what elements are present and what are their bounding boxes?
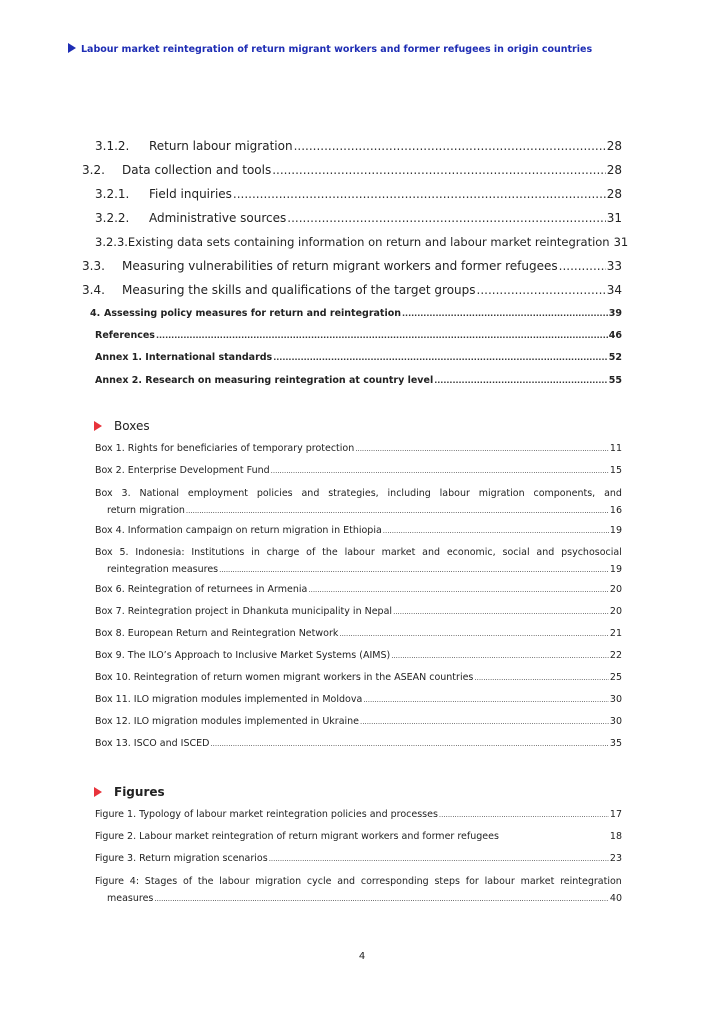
- boxes-heading-label: Boxes: [114, 419, 150, 433]
- item-title: Box 13. ISCO and ISCED: [95, 738, 210, 749]
- toc-entry[interactable]: [95, 139, 622, 153]
- leader-dots: [272, 163, 605, 177]
- toc-title: Administrative sources: [149, 211, 287, 225]
- leader-dots: [393, 606, 609, 617]
- item-title-line1: Figure 4: Stages of the labour migration cycle and corresponding steps for labour market reintegration: [95, 876, 622, 887]
- toc-page: 28: [606, 139, 622, 153]
- item-page: 35: [609, 738, 622, 749]
- item-title: Figure 1. Typology of labour market reintegration policies and processes: [95, 809, 438, 820]
- leader-dots: [434, 375, 608, 386]
- item-title-line2: reintegration measures: [107, 564, 219, 575]
- toc-number: 3.2.1.: [95, 187, 130, 201]
- leader-dots: [233, 187, 606, 201]
- leader-dots: [402, 308, 608, 319]
- leader-dots: [391, 650, 609, 661]
- leader-dots: [219, 561, 609, 579]
- list-item[interactable]: [95, 485, 622, 520]
- running-header: [68, 43, 592, 55]
- toc-entry[interactable]: [82, 283, 622, 297]
- leader-dots: [477, 283, 606, 297]
- toc-page: 55: [608, 375, 622, 386]
- item-title: Box 12. ILO migration modules implemented in Ukraine: [95, 716, 360, 727]
- item-title: Box 2. Enterprise Development Fund: [95, 465, 270, 476]
- item-page: 22: [609, 650, 622, 661]
- leader-dots: [156, 330, 608, 341]
- item-page: 21: [609, 628, 622, 639]
- toc-entry[interactable]: [95, 211, 622, 225]
- toc-entry[interactable]: [95, 187, 622, 201]
- leader-dots: [186, 502, 609, 520]
- list-item[interactable]: [95, 831, 622, 842]
- figures-heading: [94, 785, 165, 799]
- list-item[interactable]: [95, 525, 622, 536]
- leader-dots: [474, 672, 609, 683]
- list-item[interactable]: [95, 650, 622, 661]
- leader-dots: [308, 584, 609, 595]
- item-page: 15: [609, 465, 622, 476]
- toc-page: 39: [608, 308, 622, 319]
- item-title: Box 7. Reintegration project in Dhankuta municipality in Nepal: [95, 606, 393, 617]
- item-title: Box 11. ILO migration modules implemented in Moldova: [95, 694, 363, 705]
- toc-number: 4.: [90, 308, 101, 319]
- item-title-line2: measures: [107, 893, 154, 904]
- leader-dots: [294, 139, 606, 153]
- toc-entry[interactable]: [95, 330, 622, 341]
- toc-title: Annex 1. International standards: [95, 352, 273, 363]
- toc-title: Data collection and tools: [122, 163, 272, 177]
- leader-dots: [559, 259, 606, 273]
- item-page: 16: [609, 505, 622, 516]
- leader-dots: [273, 352, 608, 363]
- list-item[interactable]: [95, 465, 622, 476]
- list-item[interactable]: [95, 716, 622, 727]
- toc-entry[interactable]: [95, 375, 622, 386]
- triangle-bullet-icon: [94, 787, 102, 797]
- item-title: Box 6. Reintegration of returnees in Armenia: [95, 584, 308, 595]
- toc-number: 3.3.: [82, 259, 105, 273]
- item-page: 30: [609, 694, 622, 705]
- toc-title: Measuring vulnerabilities of return migrant workers and former refugees: [122, 259, 558, 273]
- toc-page: 46: [608, 330, 622, 341]
- toc-title: Existing data sets containing information on return and labour market reintegration: [127, 235, 610, 249]
- item-page: 23: [609, 853, 622, 864]
- item-page: 30: [609, 716, 622, 727]
- list-item[interactable]: [95, 873, 622, 908]
- list-item[interactable]: [95, 853, 622, 864]
- item-title: Box 10. Reintegration of return women migrant workers in the ASEAN countries: [95, 672, 474, 683]
- triangle-bullet-icon: [68, 43, 76, 53]
- toc-page: 52: [608, 352, 622, 363]
- item-title: Box 9. The ILO’s Approach to Inclusive Market Systems (AIMS): [95, 650, 391, 661]
- toc-number: 3.1.2.: [95, 139, 130, 153]
- item-page: 20: [609, 606, 622, 617]
- toc-title: Return labour migration: [149, 139, 293, 153]
- item-title: Figure 3. Return migration scenarios: [95, 853, 268, 864]
- toc-title: Assessing policy measures for return and reintegration: [104, 308, 402, 319]
- header-title: Labour market reintegration of return migrant workers and former refugees in origin countries: [81, 44, 593, 55]
- item-title: Figure 2. Labour market reintegration of return migrant workers and former refugees: [95, 831, 499, 842]
- leader-dots: [210, 738, 608, 749]
- item-title: Box 4. Information campaign on return migration in Ethiopia: [95, 525, 382, 536]
- item-title-line1: Box 5. Indonesia: Institutions in charge of the labour market and economic, social and psychosocial: [95, 547, 622, 558]
- item-page: 18: [609, 831, 622, 842]
- list-item[interactable]: [95, 809, 622, 820]
- toc-title: Measuring the skills and qualifications of the target groups: [122, 283, 476, 297]
- list-item[interactable]: [95, 694, 622, 705]
- item-title: Box 8. European Return and Reintegration Network: [95, 628, 339, 639]
- toc-title: References: [95, 330, 155, 341]
- item-page: 40: [609, 893, 622, 904]
- page-number: 4: [358, 951, 366, 962]
- item-title-line2: return migration: [107, 505, 185, 516]
- list-item[interactable]: [95, 443, 622, 454]
- list-item[interactable]: [95, 544, 622, 579]
- item-page: 19: [609, 564, 622, 575]
- leader-dots: [271, 465, 609, 476]
- leader-dots: [363, 694, 609, 705]
- toc-entry[interactable]: [95, 352, 622, 363]
- toc-page: 31: [613, 235, 629, 249]
- item-page: 11: [609, 443, 622, 454]
- item-page: 25: [609, 672, 622, 683]
- item-title: Box 1. Rights for beneficiaries of temporary protection: [95, 443, 355, 454]
- toc-page: 28: [606, 187, 622, 201]
- list-item[interactable]: [95, 738, 622, 749]
- toc-number: 3.2.3.: [95, 235, 128, 249]
- list-item[interactable]: [95, 672, 622, 683]
- leader-dots: [439, 809, 609, 820]
- leader-dots: [287, 211, 605, 225]
- list-item[interactable]: [95, 628, 622, 639]
- item-page: 20: [609, 584, 622, 595]
- toc-number: 3.4.: [82, 283, 105, 297]
- list-item[interactable]: [95, 584, 622, 595]
- toc-number: 3.2.2.: [95, 211, 130, 225]
- toc-page: 28: [606, 163, 622, 177]
- toc-number: 3.2.: [82, 163, 105, 177]
- leader-dots: [269, 853, 609, 864]
- toc-entry[interactable]: [90, 308, 622, 319]
- toc-page: 33: [606, 259, 622, 273]
- item-title-line1: Box 3. National employment policies and strategies, including labour migration components, and: [95, 488, 622, 499]
- toc-page: 34: [606, 283, 622, 297]
- leader-dots: [154, 890, 609, 908]
- toc-page: 31: [606, 211, 622, 225]
- leader-dots: [383, 525, 609, 536]
- toc-entry[interactable]: [82, 163, 622, 177]
- triangle-bullet-icon: [94, 421, 102, 431]
- list-item[interactable]: [95, 606, 622, 617]
- toc-entry[interactable]: [82, 259, 622, 273]
- figures-heading-label: Figures: [114, 785, 165, 799]
- leader-dots: [360, 716, 609, 727]
- toc-entry[interactable]: [95, 235, 629, 249]
- leader-dots: [355, 443, 609, 454]
- toc-title: Annex 2. Research on measuring reintegration at country level: [95, 375, 434, 386]
- item-page: 19: [609, 525, 622, 536]
- toc-title: Field inquiries: [149, 187, 232, 201]
- boxes-heading: [94, 419, 150, 433]
- leader-dots: [339, 628, 609, 639]
- item-page: 17: [609, 809, 622, 820]
